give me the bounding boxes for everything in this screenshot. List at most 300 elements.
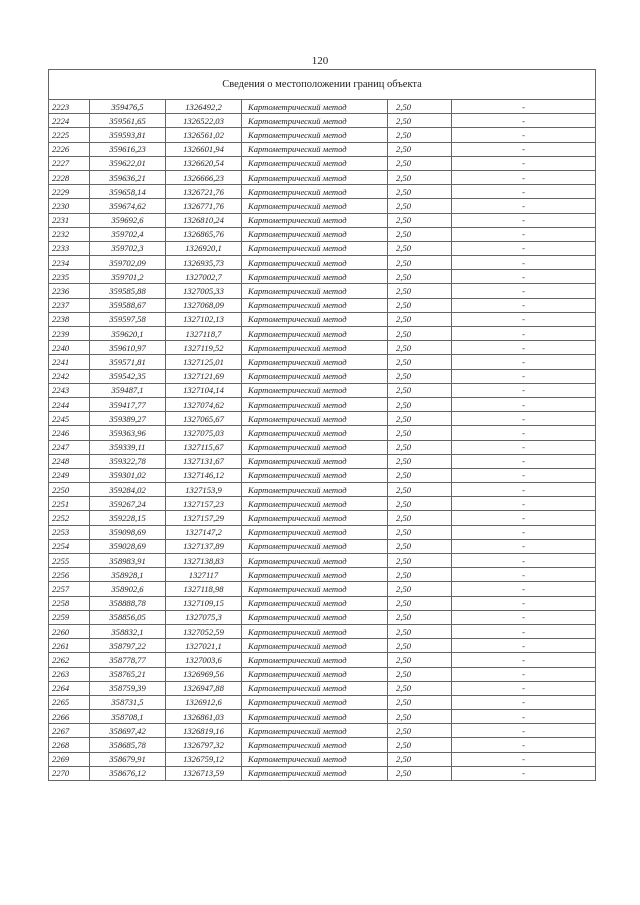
accuracy-cell: 2,50 xyxy=(388,582,452,596)
coord-y-cell: 1326819,16 xyxy=(166,724,242,738)
accuracy-cell: 2,50 xyxy=(388,142,452,156)
table-row xyxy=(49,312,596,326)
table-row xyxy=(49,483,596,497)
accuracy-cell: 2,50 xyxy=(388,639,452,653)
coord-y-cell: 1326522,03 xyxy=(166,114,242,128)
method-cell: Картометрический метод xyxy=(242,667,388,681)
coord-y-cell: 1327118,98 xyxy=(166,582,242,596)
point-number-cell: 2261 xyxy=(49,639,90,653)
coord-y-cell: 1327005,33 xyxy=(166,284,242,298)
description-cell: - xyxy=(452,525,596,539)
coord-y-cell: 1327153,9 xyxy=(166,483,242,497)
table-row xyxy=(49,752,596,766)
point-number-cell: 2257 xyxy=(49,582,90,596)
coord-x-cell: 359585,88 xyxy=(90,284,166,298)
coord-x-cell: 358888,78 xyxy=(90,596,166,610)
coord-y-cell: 1326713,59 xyxy=(166,766,242,780)
coord-y-cell: 1327102,13 xyxy=(166,312,242,326)
point-number-cell: 2223 xyxy=(49,100,90,114)
description-cell: - xyxy=(452,624,596,638)
accuracy-cell: 2,50 xyxy=(388,369,452,383)
accuracy-cell: 2,50 xyxy=(388,426,452,440)
method-cell: Картометрический метод xyxy=(242,341,388,355)
accuracy-cell: 2,50 xyxy=(388,454,452,468)
coord-y-cell: 1326721,76 xyxy=(166,185,242,199)
table-row xyxy=(49,284,596,298)
point-number-cell: 2247 xyxy=(49,440,90,454)
table-row xyxy=(49,412,596,426)
accuracy-cell: 2,50 xyxy=(388,383,452,397)
description-cell: - xyxy=(452,738,596,752)
description-cell: - xyxy=(452,710,596,724)
table-row xyxy=(49,624,596,638)
table-row xyxy=(49,327,596,341)
point-number-cell: 2249 xyxy=(49,468,90,482)
description-cell: - xyxy=(452,653,596,667)
coord-y-cell: 1327125,01 xyxy=(166,355,242,369)
accuracy-cell: 2,50 xyxy=(388,213,452,227)
accuracy-cell: 2,50 xyxy=(388,525,452,539)
coord-x-cell: 359616,23 xyxy=(90,142,166,156)
description-cell: - xyxy=(452,610,596,624)
coord-x-cell: 359636,21 xyxy=(90,170,166,184)
description-cell: - xyxy=(452,114,596,128)
coord-x-cell: 358856,05 xyxy=(90,610,166,624)
accuracy-cell: 2,50 xyxy=(388,738,452,752)
description-cell: - xyxy=(452,185,596,199)
table-row xyxy=(49,497,596,511)
point-number-cell: 2233 xyxy=(49,241,90,255)
coord-y-cell: 1327109,15 xyxy=(166,596,242,610)
coord-y-cell: 1327075,03 xyxy=(166,426,242,440)
coord-y-cell: 1327146,12 xyxy=(166,468,242,482)
table-title: Сведения о местоположении границ объекта xyxy=(49,70,596,100)
table-row xyxy=(49,610,596,624)
coord-y-cell: 1327075,3 xyxy=(166,610,242,624)
coord-y-cell: 1326935,73 xyxy=(166,256,242,270)
coord-y-cell: 1327138,83 xyxy=(166,554,242,568)
description-cell: - xyxy=(452,639,596,653)
description-cell: - xyxy=(452,298,596,312)
table-row xyxy=(49,738,596,752)
method-cell: Картометрический метод xyxy=(242,426,388,440)
coord-x-cell: 359597,58 xyxy=(90,312,166,326)
coord-x-cell: 358902,6 xyxy=(90,582,166,596)
table-row xyxy=(49,241,596,255)
point-number-cell: 2238 xyxy=(49,312,90,326)
accuracy-cell: 2,50 xyxy=(388,497,452,511)
description-cell: - xyxy=(452,752,596,766)
accuracy-cell: 2,50 xyxy=(388,695,452,709)
table-row xyxy=(49,454,596,468)
method-cell: Картометрический метод xyxy=(242,100,388,114)
point-number-cell: 2260 xyxy=(49,624,90,638)
table-row xyxy=(49,511,596,525)
description-cell: - xyxy=(452,327,596,341)
accuracy-cell: 2,50 xyxy=(388,468,452,482)
coord-y-cell: 1326912,6 xyxy=(166,695,242,709)
table-row xyxy=(49,142,596,156)
method-cell: Картометрический метод xyxy=(242,554,388,568)
method-cell: Картометрический метод xyxy=(242,170,388,184)
description-cell: - xyxy=(452,241,596,255)
method-cell: Картометрический метод xyxy=(242,568,388,582)
table-row xyxy=(49,596,596,610)
accuracy-cell: 2,50 xyxy=(388,156,452,170)
point-number-cell: 2270 xyxy=(49,766,90,780)
coord-y-cell: 1327052,59 xyxy=(166,624,242,638)
coord-x-cell: 359228,15 xyxy=(90,511,166,525)
table-row xyxy=(49,681,596,695)
method-cell: Картометрический метод xyxy=(242,327,388,341)
coord-x-cell: 359363,96 xyxy=(90,426,166,440)
point-number-cell: 2232 xyxy=(49,227,90,241)
point-number-cell: 2251 xyxy=(49,497,90,511)
table-row xyxy=(49,383,596,397)
table-title-row xyxy=(49,70,596,100)
point-number-cell: 2263 xyxy=(49,667,90,681)
coord-x-cell: 359593,81 xyxy=(90,128,166,142)
coord-y-cell: 1327074,62 xyxy=(166,397,242,411)
accuracy-cell: 2,50 xyxy=(388,667,452,681)
method-cell: Картометрический метод xyxy=(242,454,388,468)
method-cell: Картометрический метод xyxy=(242,412,388,426)
coord-x-cell: 359622,01 xyxy=(90,156,166,170)
accuracy-cell: 2,50 xyxy=(388,298,452,312)
description-cell: - xyxy=(452,355,596,369)
coord-x-cell: 359389,27 xyxy=(90,412,166,426)
coord-x-cell: 359542,35 xyxy=(90,369,166,383)
coord-x-cell: 359571,81 xyxy=(90,355,166,369)
coord-x-cell: 358679,91 xyxy=(90,752,166,766)
accuracy-cell: 2,50 xyxy=(388,355,452,369)
table-row xyxy=(49,766,596,780)
description-cell: - xyxy=(452,426,596,440)
accuracy-cell: 2,50 xyxy=(388,170,452,184)
coord-x-cell: 358797,22 xyxy=(90,639,166,653)
description-cell: - xyxy=(452,397,596,411)
table-row xyxy=(49,298,596,312)
method-cell: Картометрический метод xyxy=(242,128,388,142)
table-row xyxy=(49,369,596,383)
description-cell: - xyxy=(452,554,596,568)
coord-y-cell: 1327119,52 xyxy=(166,341,242,355)
method-cell: Картометрический метод xyxy=(242,241,388,255)
accuracy-cell: 2,50 xyxy=(388,114,452,128)
accuracy-cell: 2,50 xyxy=(388,681,452,695)
method-cell: Картометрический метод xyxy=(242,185,388,199)
coord-x-cell: 359028,69 xyxy=(90,539,166,553)
coord-y-cell: 1327003,6 xyxy=(166,653,242,667)
coord-y-cell: 1326947,88 xyxy=(166,681,242,695)
accuracy-cell: 2,50 xyxy=(388,554,452,568)
coord-x-cell: 359267,24 xyxy=(90,497,166,511)
accuracy-cell: 2,50 xyxy=(388,610,452,624)
accuracy-cell: 2,50 xyxy=(388,568,452,582)
coord-x-cell: 358731,5 xyxy=(90,695,166,709)
accuracy-cell: 2,50 xyxy=(388,128,452,142)
description-cell: - xyxy=(452,256,596,270)
point-number-cell: 2237 xyxy=(49,298,90,312)
coord-x-cell: 359561,65 xyxy=(90,114,166,128)
table-row xyxy=(49,639,596,653)
coord-y-cell: 1326865,76 xyxy=(166,227,242,241)
method-cell: Картометрический метод xyxy=(242,752,388,766)
method-cell: Картометрический метод xyxy=(242,766,388,780)
accuracy-cell: 2,50 xyxy=(388,624,452,638)
method-cell: Картометрический метод xyxy=(242,483,388,497)
description-cell: - xyxy=(452,483,596,497)
method-cell: Картометрический метод xyxy=(242,298,388,312)
coord-x-cell: 358928,1 xyxy=(90,568,166,582)
description-cell: - xyxy=(452,100,596,114)
table-row xyxy=(49,256,596,270)
description-cell: - xyxy=(452,511,596,525)
point-number-cell: 2254 xyxy=(49,539,90,553)
coord-y-cell: 1327002,7 xyxy=(166,270,242,284)
method-cell: Картометрический метод xyxy=(242,256,388,270)
coord-y-cell: 1327068,09 xyxy=(166,298,242,312)
point-number-cell: 2234 xyxy=(49,256,90,270)
method-cell: Картометрический метод xyxy=(242,383,388,397)
coord-x-cell: 359487,1 xyxy=(90,383,166,397)
table-row xyxy=(49,185,596,199)
coord-x-cell: 359658,14 xyxy=(90,185,166,199)
point-number-cell: 2266 xyxy=(49,710,90,724)
point-number-cell: 2242 xyxy=(49,369,90,383)
method-cell: Картометрический метод xyxy=(242,624,388,638)
coord-y-cell: 1326666,23 xyxy=(166,170,242,184)
coord-x-cell: 359588,67 xyxy=(90,298,166,312)
description-cell: - xyxy=(452,596,596,610)
table-row xyxy=(49,468,596,482)
description-cell: - xyxy=(452,468,596,482)
point-number-cell: 2240 xyxy=(49,341,90,355)
point-number-cell: 2258 xyxy=(49,596,90,610)
boundary-table xyxy=(48,69,596,781)
table-row xyxy=(49,724,596,738)
accuracy-cell: 2,50 xyxy=(388,284,452,298)
point-number-cell: 2269 xyxy=(49,752,90,766)
point-number-cell: 2253 xyxy=(49,525,90,539)
coord-y-cell: 1327137,89 xyxy=(166,539,242,553)
coord-y-cell: 1326969,56 xyxy=(166,667,242,681)
method-cell: Картометрический метод xyxy=(242,312,388,326)
accuracy-cell: 2,50 xyxy=(388,227,452,241)
coord-x-cell: 359702,4 xyxy=(90,227,166,241)
method-cell: Картометрический метод xyxy=(242,270,388,284)
table-body xyxy=(49,70,596,781)
coord-x-cell: 358983,91 xyxy=(90,554,166,568)
coord-x-cell: 359098,69 xyxy=(90,525,166,539)
coord-x-cell: 359610,97 xyxy=(90,341,166,355)
description-cell: - xyxy=(452,383,596,397)
table-row xyxy=(49,128,596,142)
method-cell: Картометрический метод xyxy=(242,511,388,525)
accuracy-cell: 2,50 xyxy=(388,752,452,766)
coord-y-cell: 1327117 xyxy=(166,568,242,582)
table-row xyxy=(49,227,596,241)
table-row xyxy=(49,270,596,284)
accuracy-cell: 2,50 xyxy=(388,483,452,497)
accuracy-cell: 2,50 xyxy=(388,185,452,199)
table-row xyxy=(49,695,596,709)
point-number-cell: 2268 xyxy=(49,738,90,752)
coord-y-cell: 1327147,2 xyxy=(166,525,242,539)
table-row xyxy=(49,397,596,411)
description-cell: - xyxy=(452,695,596,709)
method-cell: Картометрический метод xyxy=(242,681,388,695)
accuracy-cell: 2,50 xyxy=(388,710,452,724)
point-number-cell: 2225 xyxy=(49,128,90,142)
method-cell: Картометрический метод xyxy=(242,695,388,709)
accuracy-cell: 2,50 xyxy=(388,100,452,114)
method-cell: Картометрический метод xyxy=(242,355,388,369)
coord-y-cell: 1327065,67 xyxy=(166,412,242,426)
table-row xyxy=(49,100,596,114)
coord-x-cell: 358685,78 xyxy=(90,738,166,752)
point-number-cell: 2245 xyxy=(49,412,90,426)
table-row xyxy=(49,653,596,667)
method-cell: Картометрический метод xyxy=(242,227,388,241)
coord-y-cell: 1326492,2 xyxy=(166,100,242,114)
coord-y-cell: 1326861,03 xyxy=(166,710,242,724)
accuracy-cell: 2,50 xyxy=(388,270,452,284)
coord-x-cell: 359476,5 xyxy=(90,100,166,114)
table-row xyxy=(49,525,596,539)
description-cell: - xyxy=(452,284,596,298)
point-number-cell: 2265 xyxy=(49,695,90,709)
coord-y-cell: 1327157,29 xyxy=(166,511,242,525)
point-number-cell: 2239 xyxy=(49,327,90,341)
coord-y-cell: 1326797,32 xyxy=(166,738,242,752)
point-number-cell: 2231 xyxy=(49,213,90,227)
method-cell: Картометрический метод xyxy=(242,582,388,596)
coord-y-cell: 1326561,02 xyxy=(166,128,242,142)
method-cell: Картометрический метод xyxy=(242,114,388,128)
point-number-cell: 2236 xyxy=(49,284,90,298)
accuracy-cell: 2,50 xyxy=(388,511,452,525)
table-row xyxy=(49,156,596,170)
accuracy-cell: 2,50 xyxy=(388,312,452,326)
coord-x-cell: 359674,62 xyxy=(90,199,166,213)
coord-x-cell: 358676,12 xyxy=(90,766,166,780)
method-cell: Картометрический метод xyxy=(242,284,388,298)
coord-y-cell: 1326620,54 xyxy=(166,156,242,170)
method-cell: Картометрический метод xyxy=(242,397,388,411)
description-cell: - xyxy=(452,227,596,241)
coord-y-cell: 1326810,24 xyxy=(166,213,242,227)
coord-x-cell: 359701,2 xyxy=(90,270,166,284)
accuracy-cell: 2,50 xyxy=(388,539,452,553)
coord-x-cell: 358765,21 xyxy=(90,667,166,681)
point-number-cell: 2230 xyxy=(49,199,90,213)
description-cell: - xyxy=(452,681,596,695)
table-row xyxy=(49,568,596,582)
coord-y-cell: 1327115,67 xyxy=(166,440,242,454)
point-number-cell: 2250 xyxy=(49,483,90,497)
accuracy-cell: 2,50 xyxy=(388,412,452,426)
method-cell: Картометрический метод xyxy=(242,199,388,213)
point-number-cell: 2243 xyxy=(49,383,90,397)
table-row xyxy=(49,170,596,184)
method-cell: Картометрический метод xyxy=(242,213,388,227)
table-row xyxy=(49,667,596,681)
method-cell: Картометрический метод xyxy=(242,369,388,383)
table-row xyxy=(49,199,596,213)
coord-x-cell: 359339,11 xyxy=(90,440,166,454)
coord-x-cell: 359702,3 xyxy=(90,241,166,255)
table-row xyxy=(49,554,596,568)
coord-x-cell: 358759,39 xyxy=(90,681,166,695)
coord-y-cell: 1326759,12 xyxy=(166,752,242,766)
coord-y-cell: 1326920,1 xyxy=(166,241,242,255)
coord-x-cell: 359322,78 xyxy=(90,454,166,468)
coord-x-cell: 358778,77 xyxy=(90,653,166,667)
point-number-cell: 2262 xyxy=(49,653,90,667)
description-cell: - xyxy=(452,497,596,511)
description-cell: - xyxy=(452,128,596,142)
coord-x-cell: 358697,42 xyxy=(90,724,166,738)
accuracy-cell: 2,50 xyxy=(388,440,452,454)
accuracy-cell: 2,50 xyxy=(388,724,452,738)
accuracy-cell: 2,50 xyxy=(388,256,452,270)
coord-x-cell: 359702,09 xyxy=(90,256,166,270)
coord-x-cell: 359301,02 xyxy=(90,468,166,482)
point-number-cell: 2226 xyxy=(49,142,90,156)
description-cell: - xyxy=(452,667,596,681)
point-number-cell: 2227 xyxy=(49,156,90,170)
point-number-cell: 2256 xyxy=(49,568,90,582)
point-number-cell: 2241 xyxy=(49,355,90,369)
point-number-cell: 2259 xyxy=(49,610,90,624)
coord-y-cell: 1326601,94 xyxy=(166,142,242,156)
method-cell: Картометрический метод xyxy=(242,440,388,454)
table-row xyxy=(49,355,596,369)
table-row xyxy=(49,426,596,440)
method-cell: Картометрический метод xyxy=(242,468,388,482)
method-cell: Картометрический метод xyxy=(242,142,388,156)
method-cell: Картометрический метод xyxy=(242,610,388,624)
method-cell: Картометрический метод xyxy=(242,156,388,170)
table-row xyxy=(49,582,596,596)
coord-y-cell: 1327021,1 xyxy=(166,639,242,653)
coord-x-cell: 359284,02 xyxy=(90,483,166,497)
accuracy-cell: 2,50 xyxy=(388,341,452,355)
point-number-cell: 2248 xyxy=(49,454,90,468)
method-cell: Картометрический метод xyxy=(242,639,388,653)
point-number-cell: 2255 xyxy=(49,554,90,568)
coord-y-cell: 1327157,23 xyxy=(166,497,242,511)
table-row xyxy=(49,213,596,227)
point-number-cell: 2252 xyxy=(49,511,90,525)
method-cell: Картометрический метод xyxy=(242,539,388,553)
point-number-cell: 2244 xyxy=(49,397,90,411)
page-number: 120 xyxy=(311,55,329,67)
description-cell: - xyxy=(452,724,596,738)
table-row xyxy=(49,341,596,355)
method-cell: Картометрический метод xyxy=(242,653,388,667)
description-cell: - xyxy=(452,412,596,426)
accuracy-cell: 2,50 xyxy=(388,766,452,780)
point-number-cell: 2229 xyxy=(49,185,90,199)
description-cell: - xyxy=(452,369,596,383)
table-row xyxy=(49,440,596,454)
accuracy-cell: 2,50 xyxy=(388,199,452,213)
coord-x-cell: 359620,1 xyxy=(90,327,166,341)
point-number-cell: 2246 xyxy=(49,426,90,440)
accuracy-cell: 2,50 xyxy=(388,327,452,341)
